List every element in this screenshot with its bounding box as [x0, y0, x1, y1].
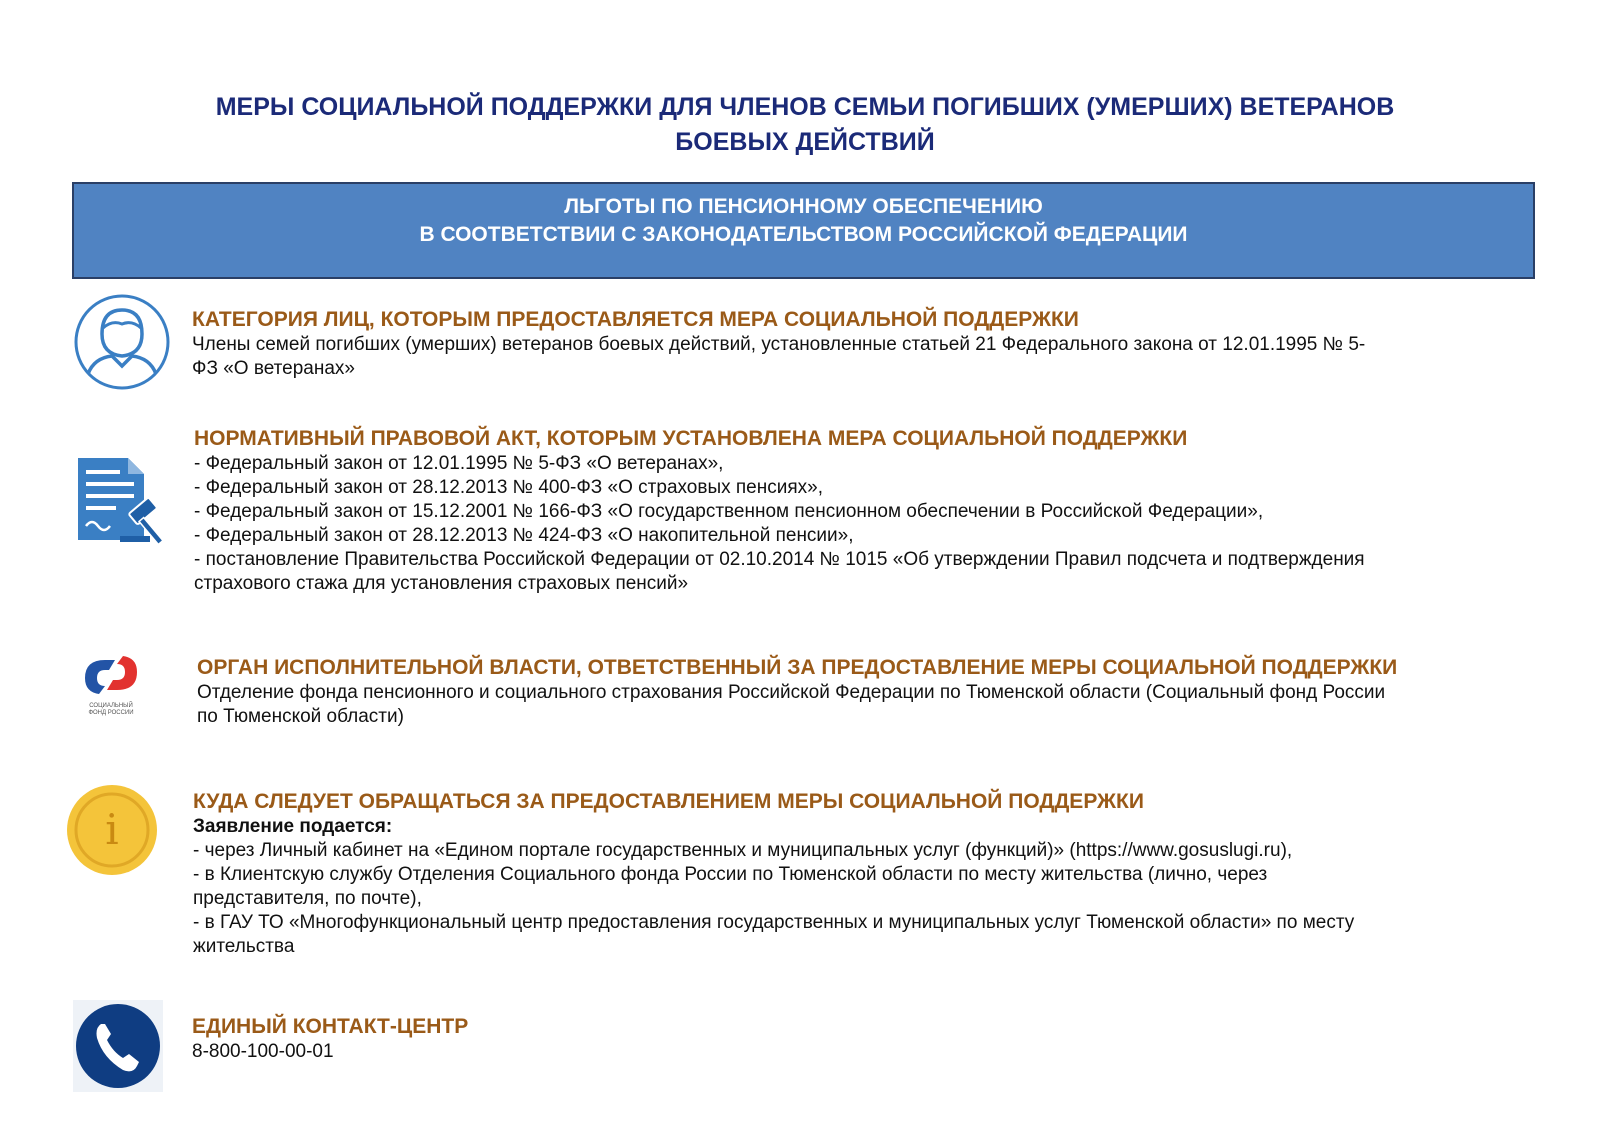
section-authority — [197, 655, 1537, 729]
section-contact-center-heading: ЕДИНЫЙ КОНТАКТ-ЦЕНТР — [192, 1015, 469, 1038]
banner-line-1: ЛЬГОТЫ ПО ПЕНСИОННОМУ ОБЕСПЕЧЕНИЮ — [564, 195, 1043, 218]
section-category-heading: КАТЕГОРИЯ ЛИЦ, КОТОРЫМ ПРЕДОСТАВЛЯЕТСЯ МЕРА СОЦИАЛЬНОЙ ПОДДЕРЖКИ — [192, 308, 1079, 331]
section-where-to-apply-heading: КУДА СЛЕДУЕТ ОБРАЩАТЬСЯ ЗА ПРЕДОСТАВЛЕНИЕМ МЕРЫ СОЦИАЛЬНОЙ ПОДДЕРЖКИ — [193, 790, 1144, 813]
person-icon — [72, 292, 172, 392]
section-where-to-apply-line: - в ГАУ ТО «Многофункциональный центр предоставления государственных и муниципальных услуг Тюменской области» по месту — [193, 912, 1355, 933]
section-authority-heading: ОРГАН ИСПОЛНИТЕЛЬНОЙ ВЛАСТИ, ОТВЕТСТВЕННЫЙ ЗА ПРЕДОСТАВЛЕНИЕ МЕРЫ СОЦИАЛЬНОЙ ПОДДЕРЖКИ — [197, 656, 1398, 679]
section-legal-act-body — [194, 452, 1534, 596]
section-where-to-apply-body — [193, 815, 1533, 959]
section-legal-act — [194, 426, 1534, 596]
section-legal-act-line: - постановление Правительства Российской Федерации от 02.10.2014 № 1015 «Об утверждении Правил подсчета и подтверждения — [194, 549, 1365, 570]
section-legal-act-line: - Федеральный закон от 15.12.2001 № 166-ФЗ «О государственном пенсионном обеспечении в Российской Федерации», — [194, 501, 1264, 522]
section-authority-body — [197, 681, 1537, 729]
section-where-to-apply-line: - через Личный кабинет на «Едином портале государственных и муниципальных услуг (функций)» (https://www.gosuslugi.ru), — [193, 840, 1293, 861]
section-category — [192, 307, 1532, 381]
section-authority-line: Отделение фонда пенсионного и социального страхования Российской Федерации по Тюменской области (Социальный фонд России — [197, 682, 1386, 703]
section-category-line: ФЗ «О ветеранах» — [192, 358, 355, 379]
section-legal-act-line: - Федеральный закон от 28.12.2013 № 400-ФЗ «О страховых пенсиях», — [194, 477, 823, 498]
info-icon — [66, 784, 158, 876]
section-legal-act-heading: НОРМАТИВНЫЙ ПРАВОВОЙ АКТ, КОТОРЫМ УСТАНОВЛЕНА МЕРА СОЦИАЛЬНОЙ ПОДДЕРЖКИ — [194, 427, 1188, 450]
section-legal-act-line: - Федеральный закон от 12.01.1995 № 5-ФЗ «О ветеранах», — [194, 453, 724, 474]
page-title-line-2: БОЕВЫХ ДЕЙСТВИЙ — [675, 128, 935, 156]
page-title — [120, 90, 1490, 160]
section-authority-line: по Тюменской области) — [197, 706, 404, 727]
section-legal-act-line: страхового стажа для установления страховых пенсий» — [194, 573, 689, 594]
social-fund-logo-text: СОЦИАЛЬНЫЙ ФОНД РОССИИ — [88, 703, 134, 716]
section-where-to-apply-line: жительства — [193, 936, 295, 957]
page-title-line-1: МЕРЫ СОЦИАЛЬНОЙ ПОДДЕРЖКИ ДЛЯ ЧЛЕНОВ СЕМЬИ ПОГИБШИХ (УМЕРШИХ) ВЕТЕРАНОВ — [215, 93, 1395, 121]
social-fund-logo-icon — [81, 652, 141, 698]
info-icon-glyph: i — [105, 805, 119, 854]
section-where-to-apply-line: представителя, по почте), — [193, 888, 422, 909]
phone-icon — [73, 1000, 163, 1092]
section-legal-act-line: - Федеральный закон от 28.12.2013 № 424-ФЗ «О накопительной пенсии», — [194, 525, 854, 546]
section-category-body — [192, 333, 1532, 381]
benefits-banner — [72, 182, 1535, 279]
section-where-to-apply-line: - в Клиентскую службу Отделения Социального фонда России по Тюменской области по месту жительства (лично, через — [193, 864, 1268, 885]
social-fund-logo — [78, 652, 144, 732]
section-contact-center-body — [192, 1040, 1092, 1064]
banner-line-2: В СООТВЕТСТВИИ С ЗАКОНОДАТЕЛЬСТВОМ РОССИЙСКОЙ ФЕДЕРАЦИИ — [419, 223, 1188, 246]
section-where-to-apply — [193, 789, 1533, 959]
legal-document-gavel-icon — [72, 452, 172, 552]
contact-phone-number: 8-800-100-00-01 — [192, 1041, 334, 1062]
section-category-line: Члены семей погибших (умерших) ветеранов боевых действий, установленные статьей 21 Федерального закона от 12.01.1995 № 5- — [192, 334, 1366, 355]
section-contact-center — [192, 1014, 1092, 1064]
section-where-to-apply-label: Заявление подается: — [193, 816, 393, 837]
